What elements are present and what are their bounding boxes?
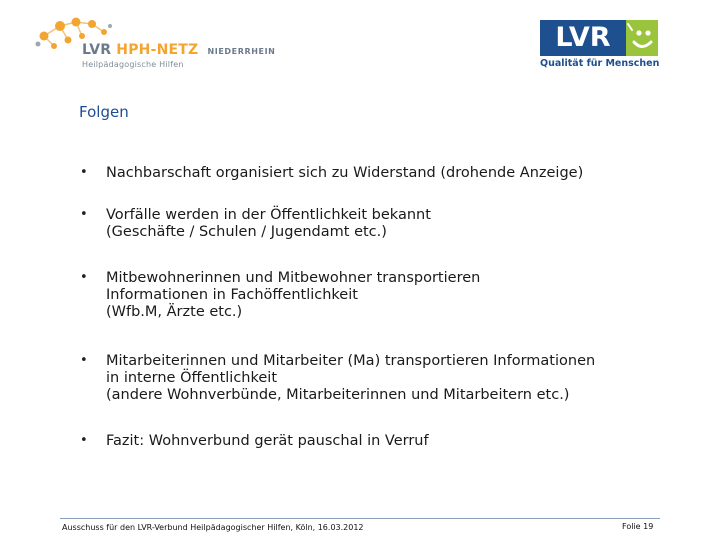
bullet-line: (Geschäfte / Schulen / Jugendamt etc.): [106, 224, 387, 240]
hph-brand-netz: HPH-NETZ: [116, 42, 199, 58]
bullet-text: [106, 207, 686, 241]
hph-netz-title: [82, 42, 275, 58]
slide-heading: Folgen: [79, 103, 129, 121]
bullet-marker: •: [80, 207, 88, 222]
bullet-marker: •: [80, 270, 88, 285]
bullet-line: in interne Öffentlichkeit: [106, 370, 278, 386]
bullet-marker: •: [80, 433, 88, 448]
lvr-logo-box: [540, 20, 658, 56]
bullet-text: [106, 433, 686, 450]
bullet-line: Fazit: Wohnverbund gerät pauschal in Verruf: [106, 433, 429, 449]
footer-divider: [60, 518, 660, 519]
lvr-logo: [540, 20, 658, 70]
hph-brand-region: NIEDERRHEIN: [207, 47, 276, 56]
hph-netz-subtitle: Heilpädagogische Hilfen: [82, 60, 184, 69]
bullet-line: Mitarbeiterinnen und Mitarbeiter (Ma) transportieren Informationen: [106, 353, 596, 369]
bullet-text: [106, 270, 686, 321]
footer-text: Ausschuss für den LVR-Verbund Heilpädagogischer Hilfen, Köln, 16.03.2012: [62, 523, 364, 532]
bullet-marker: •: [80, 353, 88, 368]
hph-netz-logo: [30, 14, 276, 72]
bullet-line: Mitbewohnerinnen und Mitbewohner transportieren: [106, 270, 481, 286]
bullet-marker: •: [80, 165, 88, 180]
lvr-logo-face-icon: [626, 20, 658, 56]
bullet-text: [106, 165, 686, 182]
bullet-line: (andere Wohnverbünde, Mitarbeiterinnen und Mitarbeitern etc.): [106, 387, 570, 403]
bullet-line: Nachbarschaft organisiert sich zu Widerstand (drohende Anzeige): [106, 165, 584, 181]
lvr-logo-letters: LVR: [540, 20, 626, 56]
bullet-line: Vorfälle werden in der Öffentlichkeit bekannt: [106, 207, 431, 223]
bullet-line: Informationen in Fachöffentlichkeit: [106, 287, 358, 303]
slide-number: Folie 19: [622, 522, 654, 531]
bullet-line: (Wfb.M, Ärzte etc.): [106, 304, 243, 320]
lvr-tagline: Qualität für Menschen: [540, 58, 660, 69]
hph-brand-lvr: LVR: [82, 42, 112, 58]
bullet-text: [106, 353, 686, 404]
